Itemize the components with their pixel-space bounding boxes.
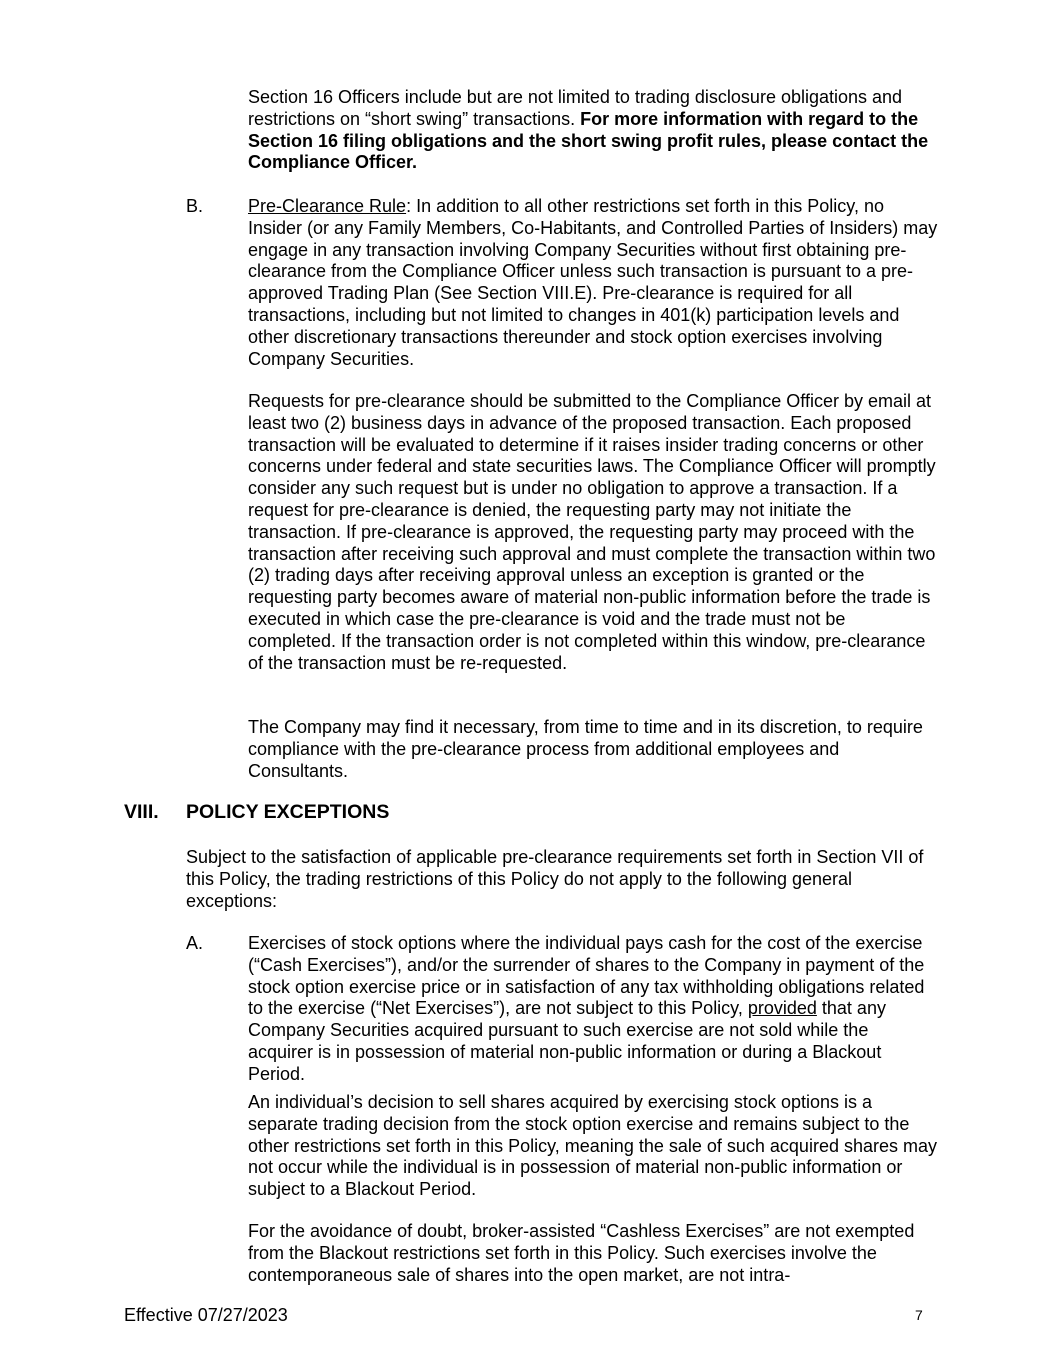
intro-bold-text: For more information with regard to the Section 16 filing obligations and the short swing profit rules, please contact the Compliance Officer. [248,108,929,173]
section-vii-b-marker: B. [186,196,204,216]
cash-exercises-text-after: that any Company Securities acquired pursuant to such exercise are not sold while the acquirer is in possession of material non-public information or during a Blackout Period. [248,998,886,1084]
intro-paragraph [248,87,938,174]
cash-exercises-paragraph [248,933,938,1086]
sell-shares-decision-paragraph: An individual’s decision to sell shares acquired by exercising stock options is a separate trading decision from the stock option exercise and remains subject to the other restrictions set forth in this Policy, meaning the sale of such acquired shares may not occur while the individual is in possession of material non-public information or subject to a Blackout Period. [248,1092,937,1200]
pre-clearance-paragraph [248,196,938,370]
footer-page-number: 7 [915,1307,923,1323]
pre-clearance-text: : In addition to all other restrictions set forth in this Policy, no Insider (or any Family Members, Co-Habitants, and Controlled Parties of Insiders) may engage in any transaction involving Company Securities without first obtaining pre-clearance from the Compliance Officer unless such transaction is pursuant to a pre-approved Trading Plan (See Section VIII.E). Pre-clearance is required for all transactions, including but not limited to changes in 401(k) participation levels and other discretionary transactions thereunder and stock option exercises involving Company Securities. [248,196,938,369]
section-viii-title: POLICY EXCEPTIONS [186,801,390,823]
cashless-exercises-paragraph: For the avoidance of doubt, broker-assisted “Cashless Exercises” are not exempted from the Blackout restrictions set forth in this Policy. Such exercises involve the contemporaneous sale of shares into the open market, are not intra- [248,1221,915,1285]
provided-underlined: provided [747,998,817,1019]
section-viii-number: VIII. [124,801,159,823]
policy-exceptions-intro: Subject to the satisfaction of applicable pre-clearance requirements set forth in Section VII of this Policy, the trading restrictions of this Policy do not apply to the following general exceptions: [186,847,924,911]
intro-text: Section 16 Officers include but are not limited to trading disclosure obligations and restrictions on “short swing” transactions. [248,87,903,129]
cash-exercises-text-before: Exercises of stock options where the individual pays cash for the cost of the exercise (“Cash Exercises”), and/or the surrender of shares to the Company in payment of the stock option exercise price or in satisfaction of any tax withholding obligations related to the exercise (“Net Exercises”), are not subject to this Policy, [248,933,925,1019]
footer-effective-date: Effective 07/27/2023 [124,1305,288,1325]
pre-clearance-requests-paragraph: Requests for pre-clearance should be submitted to the Compliance Officer by email at least two (2) business days in advance of the proposed transaction. Each proposed transaction will be evaluated to determine if it raises insider trading concerns or other concerns under federal and state securities laws. The Compliance Officer will promptly consider any such request but is under no obligation to approve a transaction. If a request for pre-clearance is denied, the requesting party may not initiate the transaction. If pre-clearance is approved, the requesting party may proceed with the transaction after receiving such approval and must complete the transaction within two (2) trading days after receiving approval unless an exception is granted or the requesting party becomes aware of material non-public information before the trade is executed in which case the pre-clearance is void and the trade must not be completed. If the transaction order is not completed within this window, pre-clearance of the transaction must be re-requested. [248,391,936,673]
section-viii-a-marker: A. [186,933,204,953]
additional-employees-paragraph: The Company may find it necessary, from time to time and in its discretion, to require compliance with the pre-clearance process from additional employees and Consultants. [248,717,923,781]
pre-clearance-title: Pre-Clearance Rule [248,196,407,216]
